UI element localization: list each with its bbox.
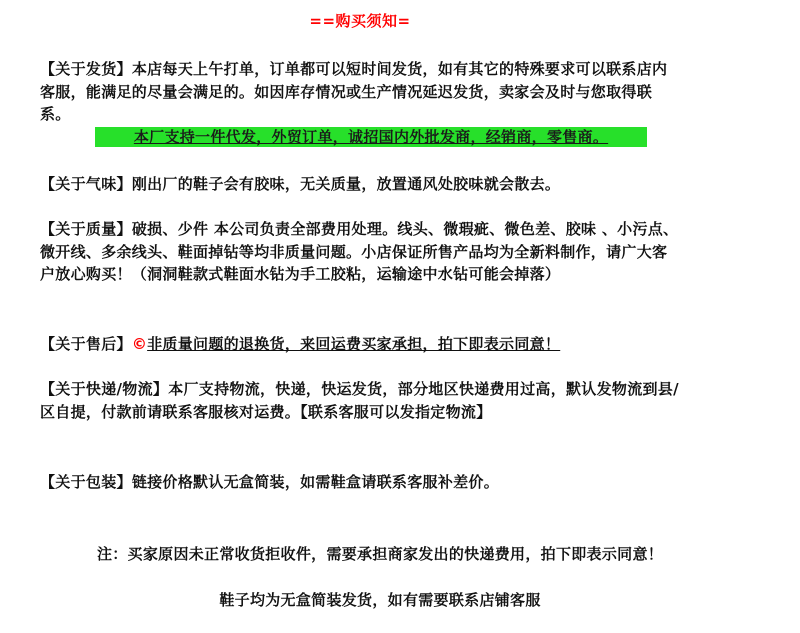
logistics-text: 本厂支持物流，快递，快运发货，部分地区快递费用过高，默认发物流到县/区自提，付款前请联系客服核对运费。【联系客服可以发指定物流】 xyxy=(40,380,679,421)
smell-text: 刚出厂的鞋子会有胶味，无关质量，放置通风处胶味就会散去。 xyxy=(131,175,561,193)
section-quality xyxy=(40,218,680,286)
page-title: ==购买须知= xyxy=(309,12,411,30)
refusal-note: 注：买家原因未正常收货拒收件，需要承担商家发出的快递费用，拍下即表示同意！ xyxy=(96,545,664,563)
packaging-label: 【关于包装】 xyxy=(40,473,132,491)
section-smell xyxy=(40,173,680,196)
packaging-note: 鞋子均为无盒简装发货，如有需要联系店铺客服 xyxy=(219,591,541,609)
section-packaging xyxy=(40,471,680,494)
smell-label: 【关于气味】 xyxy=(40,175,132,193)
quality-text: 破损、少件 本公司负责全部费用处理。线头、微瑕疵、微色差、胶味 、小污点、微开线、多余线头、鞋面掉钻等均非质量问题。小店保证所售产品均为全新料制作，请广大客户放心购买！（洞洞鞋款式鞋面水钻为手工胶粘，运输途中水钻可能会掉落） xyxy=(40,220,679,283)
aftersale-label: 【关于售后】 xyxy=(40,335,132,353)
wholesale-banner: 本厂支持一件代发，外贸订单，诚招国内外批发商，经销商，零售商。 xyxy=(95,127,647,147)
copyright-mark: © xyxy=(131,335,148,353)
shipping-label: 【关于发货】 xyxy=(40,60,132,78)
section-aftersale xyxy=(40,333,680,356)
aftersale-text: 非质量问题的退换货，来回运费买家承担，拍下即表示同意！ xyxy=(147,335,561,353)
section-logistics xyxy=(40,378,680,423)
shipping-text: 本店每天上午打单，订单都可以短时间发货，如有其它的特殊要求可以联系店内客服，能满足的尽量会满足的。如因库存情况或生产情况延迟发货，卖家会及时与您取得联系。 xyxy=(40,60,668,123)
section-shipping xyxy=(40,58,680,126)
quality-label: 【关于质量】 xyxy=(40,220,132,238)
packaging-text: 链接价格默认无盒简装，如需鞋盒请联系客服补差价。 xyxy=(131,473,500,491)
logistics-label: 【关于快递/物流】 xyxy=(40,380,169,398)
